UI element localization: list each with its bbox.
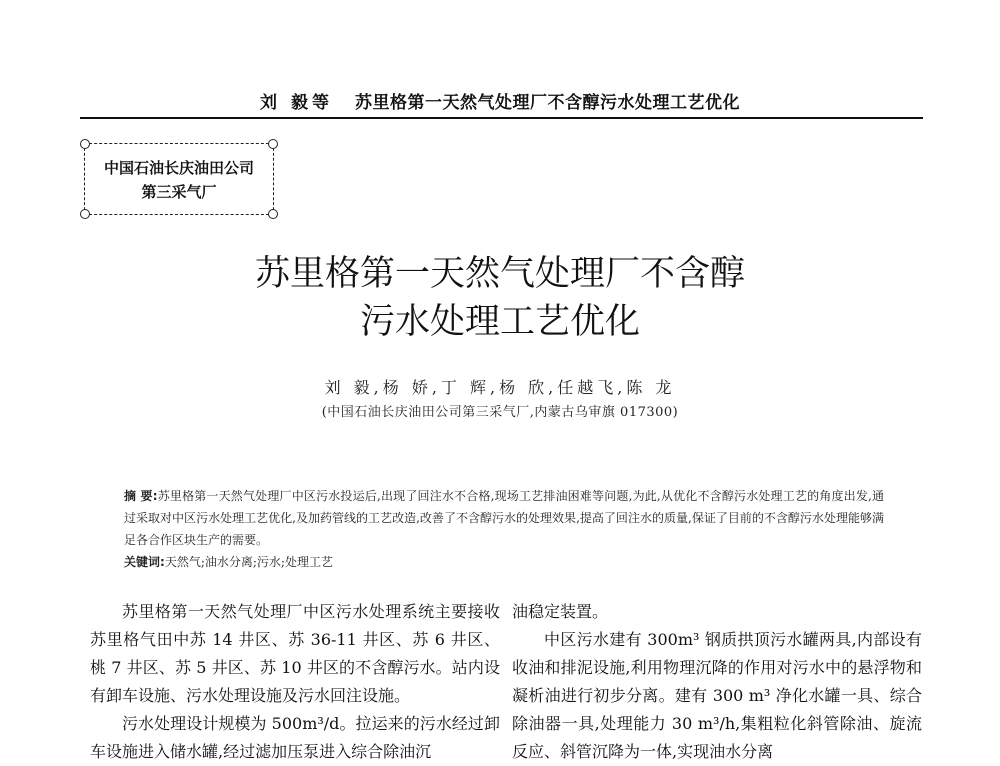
corner-ornament-icon: [268, 209, 278, 219]
abstract: [124, 485, 884, 551]
abstract-label: 摘 要:: [124, 489, 158, 503]
body-paragraph: 油稳定装置。: [512, 602, 609, 621]
corner-ornament-icon: [80, 209, 90, 219]
article-title: [0, 250, 1000, 346]
affiliation-box-line2: 第三采气厂: [141, 183, 217, 201]
abstract-text: 苏里格第一天然气处理厂中区污水投运后,出现了回注水不合格,现场工艺排油困难等问题,为此,从优化不含醇污水处理工艺的角度出发,通过采取对中区污水处理工艺优化,及加药管线的工艺改造,改善了不含醇污水的处理效果,提高了回注水的质量,保证了目前的不含醇污水处理能够满足各合作区块生产的需要。: [124, 489, 885, 547]
body-paragraph: 苏里格第一天然气处理厂中区污水处理系统主要接收苏里格气田中苏 14 井区、苏 36-11 井区、苏 6 井区、桃 7 井区、苏 5 井区、苏 10 井区的不含醇污水。站内设有卸车设施、污水处理设施及污水回注设施。: [90, 602, 500, 705]
running-header-authors: 刘 毅等: [260, 93, 333, 113]
body-column-left: [90, 598, 500, 766]
article-title-line1: 苏里格第一天然气处理厂不含醇: [254, 254, 745, 294]
article-title-line2: 污水处理工艺优化: [359, 302, 640, 342]
author-list: 刘 毅,杨 娇,丁 辉,杨 欣,任越飞,陈 龙: [324, 378, 676, 397]
corner-ornament-icon: [80, 139, 90, 149]
running-header: [0, 88, 1000, 113]
affiliation-box: [84, 143, 274, 215]
running-header-title: 苏里格第一天然气处理厂不含醇污水处理工艺优化: [354, 93, 740, 113]
author-affiliation: (中国石油长庆油田公司第三采气厂,内蒙古乌审旗 017300): [321, 405, 679, 420]
keywords-label: 关键词:: [124, 555, 165, 569]
body-paragraph: 污水处理设计规模为 500m³/d。拉运来的污水经过卸车设施进入储水罐,经过滤加压泵进入综合除油沉: [90, 714, 500, 761]
keywords: [124, 551, 884, 573]
body-paragraph: 中区污水建有 300m³ 钢质拱顶污水罐两具,内部设有收油和排泥设施,利用物理沉降的作用对污水中的悬浮物和凝析油进行初步分离。建有 300 m³ 净化水罐一具、综合除油器一具,处理能力 30 m³/h,集粗粒化斜管除油、旋流反应、斜管沉降为一体,实现油水分离: [512, 630, 922, 761]
affiliation-box-line1: 中国石油长庆油田公司: [103, 159, 254, 177]
keywords-text: 天然气;油水分离;污水;处理工艺: [164, 555, 333, 569]
body-column-right: [512, 598, 922, 766]
corner-ornament-icon: [268, 139, 278, 149]
header-rule: [80, 117, 923, 119]
